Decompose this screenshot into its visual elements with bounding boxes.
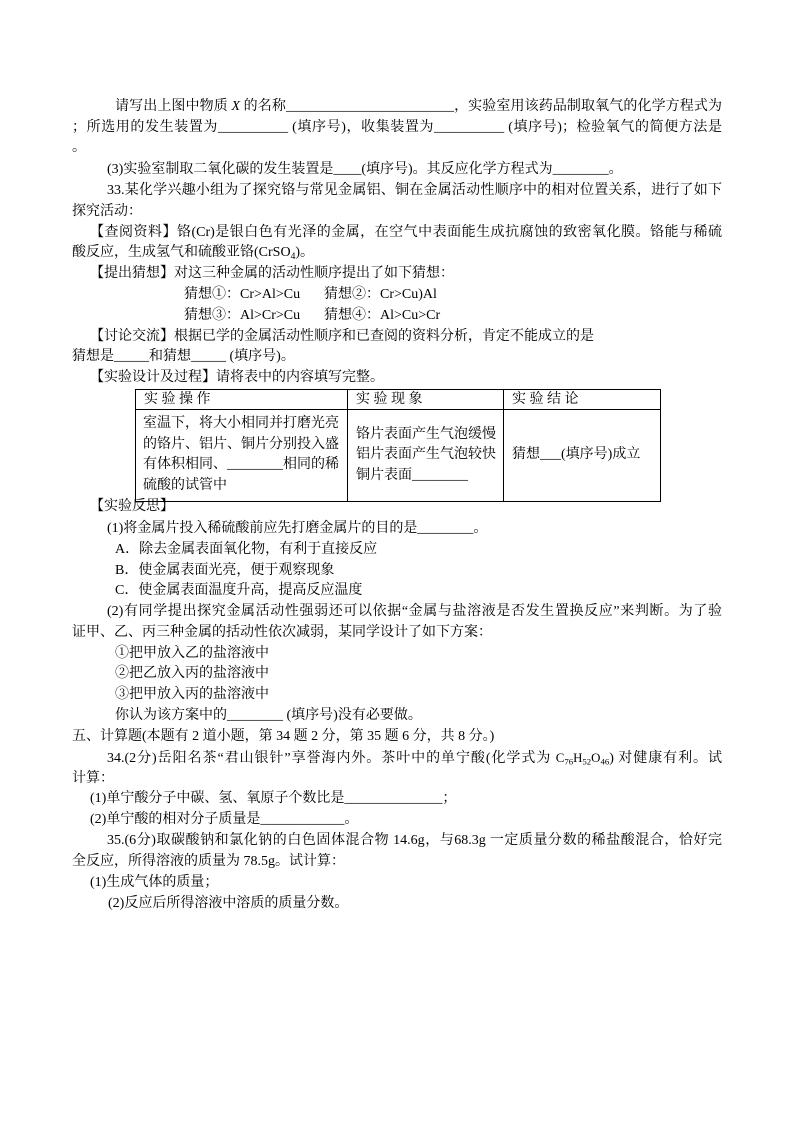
- q32-line-1: [115, 97, 722, 117]
- substance-x-label: X: [231, 99, 241, 114]
- option-b: B．使金属表面光亮，便于观察现象: [115, 563, 335, 578]
- formula-element-c: C: [555, 751, 565, 765]
- design-text: 请将表中的内容填写完整。: [216, 370, 384, 385]
- lookup-label: 【查阅资料】: [90, 225, 177, 240]
- q35-part-2: (2)反应后所得溶液中溶质的质量分数。: [108, 896, 349, 911]
- q33-discussion-line-1: [90, 327, 594, 347]
- q35-line-2: 全反应，所得溶液的质量为 78.5g。试计算：: [72, 854, 345, 869]
- design-label: 【实验设计及过程】: [90, 370, 216, 385]
- q32-part-3: (3)实验室制取二氧化碳的发生装置是____(填序号)。其反应化学方程式为________。: [107, 162, 623, 177]
- hypothesis-1: 猜想①：Cr>Al>Cu: [184, 287, 301, 302]
- hypothesis-4: 猜想④：Al>Cu>Cr: [324, 308, 441, 323]
- formula-subscript-o: 46: [600, 756, 610, 767]
- q34-line-1-text-a: 34.(2分)岳阳名茶“君山银针”享誉海内外。茶叶中的单宁酸(化学式为: [107, 751, 556, 766]
- q34-line-2: 计算：: [72, 771, 114, 786]
- hypothesis-text: 对这三种金属的活动性顺序提出了如下猜想：: [174, 266, 454, 281]
- q33-design-line: [90, 368, 384, 388]
- formula-element-o: O: [591, 751, 601, 765]
- q35-part-1: (1)生成气体的质量；: [90, 875, 219, 890]
- q34-line-1: [107, 748, 722, 768]
- table-header-operation: 实 验 操 作: [136, 390, 348, 410]
- operation-line-2: 的铬片、铝片、铜片分别投入盛: [143, 436, 339, 452]
- formula-element-h: H: [573, 751, 583, 765]
- discussion-text-1: 根据已学的金属活动性顺序和已查阅的资料分析，肯定不能成立的是: [174, 329, 594, 344]
- q33-intro-line-2: 探究活动：: [72, 204, 142, 219]
- section-5-heading: 五、计算题(本题有 2 道小题，第 34 题 2 分，第 35 题 6 分，共 8 分。): [72, 729, 495, 744]
- q32-line-1-text-b: 的名称________________________，实验室用该药品制取氧气的化学方程式为: [240, 99, 723, 114]
- plan-2: ②把乙放入丙的盐溶液中: [115, 666, 269, 681]
- crso4-subscript: 4: [290, 251, 296, 262]
- q33-discussion-line-2: 猜想是_____和猜想_____ (填序号)。: [72, 349, 295, 364]
- q33-intro-line-1: 33.某化学兴趣小组为了探究铬与常见金属铝、铜在金属活动性顺序中的相对位置关系，进行了如下: [107, 183, 722, 198]
- lookup-text-2a: 酸反应，生成氢气和硫酸亚铬(CrSO: [72, 245, 291, 260]
- q34-part-1: (1)单宁酸分子中碳、氢、氧原子个数比是______________；: [90, 791, 457, 806]
- operation-line-3: 有体积相同、________相同的稀: [143, 457, 339, 472]
- table-header-phenomenon: 实 验 现 象: [348, 390, 504, 410]
- phenomenon-line-1: 铬片表面产生气泡缓慢: [356, 426, 496, 442]
- table-row: [136, 410, 661, 502]
- reflection-label: 【实验反思】: [90, 499, 174, 514]
- option-c: C．使金属表面温度升高，提高反应温度: [115, 583, 363, 598]
- reflection-question-1: (1)将金属片投入稀硫酸前应先打磨金属片的目的是________。: [107, 521, 488, 536]
- lookup-text-2b: )。: [295, 245, 314, 260]
- plan-1: ①把甲放入乙的盐溶液中: [115, 646, 269, 661]
- table-header-conclusion: 实 验 结 论: [504, 390, 661, 410]
- tannic-acid-formula: [556, 751, 609, 765]
- hypothesis-3: 猜想③：Al>Cr>Cu: [184, 308, 301, 323]
- reflection-question-2-line-3: 你认为该方案中的________ (填序号)没有必要做。: [115, 708, 422, 723]
- hypothesis-label: 【提出猜想】: [90, 266, 174, 281]
- q32-line-2: ；所选用的发生装置为__________ (填序号)，收集装置为__________ (填序号)；检验氧气的简便方法是: [72, 120, 722, 135]
- plan-3: ③把甲放入丙的盐溶液中: [115, 687, 269, 702]
- experiment-table: [135, 389, 661, 502]
- formula-subscript-h: 52: [582, 756, 592, 767]
- q33-hypothesis-intro: [90, 264, 454, 284]
- q32-line-1-text-a: 请写出上图中物质: [115, 99, 232, 114]
- q34-part-2: (2)单宁酸的相对分子质量是____________。: [90, 812, 359, 827]
- q33-lookup-line-1: [90, 223, 722, 243]
- q32-line-3: 。: [72, 140, 86, 155]
- reflection-question-2-line-1: (2)有同学提出探究金属活动性强弱还可以依据“金属与盐溶液是否发生置换反应”来判断。为了验: [107, 604, 722, 619]
- discussion-label: 【讨论交流】: [90, 329, 174, 344]
- q34-line-1-text-b: ) 对健康有利。试: [609, 751, 722, 766]
- lookup-text-1: 铬(Cr)是银白色有光泽的金属，在空气中表面能生成抗腐蚀的致密氧化膜。铬能与稀硫: [176, 225, 722, 240]
- table-cell-phenomenon: [348, 410, 504, 502]
- operation-line-4: 硫酸的试管中: [143, 477, 227, 493]
- reflection-question-2-line-2: 证甲、乙、丙三种金属的括动性依次减弱，某同学设计了如下方案：: [72, 625, 492, 640]
- table-cell-conclusion: 猜想___(填序号)成立: [504, 410, 661, 502]
- table-header-row: [136, 390, 661, 410]
- hypothesis-2: 猜想②：Cr>Cu)Al: [324, 287, 437, 302]
- table-cell-operation: [136, 410, 348, 502]
- formula-subscript-c: 76: [564, 756, 574, 767]
- q33-lookup-line-2: [72, 243, 314, 263]
- phenomenon-line-2: 铝片表面产生气泡较快: [356, 447, 496, 463]
- q35-line-1: 35.(6分)取碳酸钠和氯化钠的白色固体混合物 14.6g，与68.3g 一定质量分数的稀盐酸混合，恰好完: [107, 833, 722, 848]
- phenomenon-line-3: 铜片表面________: [356, 467, 468, 483]
- operation-line-1: 室温下，将大小相同并打磨光亮: [143, 416, 339, 431]
- option-a: A．除去金属表面氧化物，有利于直接反应: [115, 542, 378, 557]
